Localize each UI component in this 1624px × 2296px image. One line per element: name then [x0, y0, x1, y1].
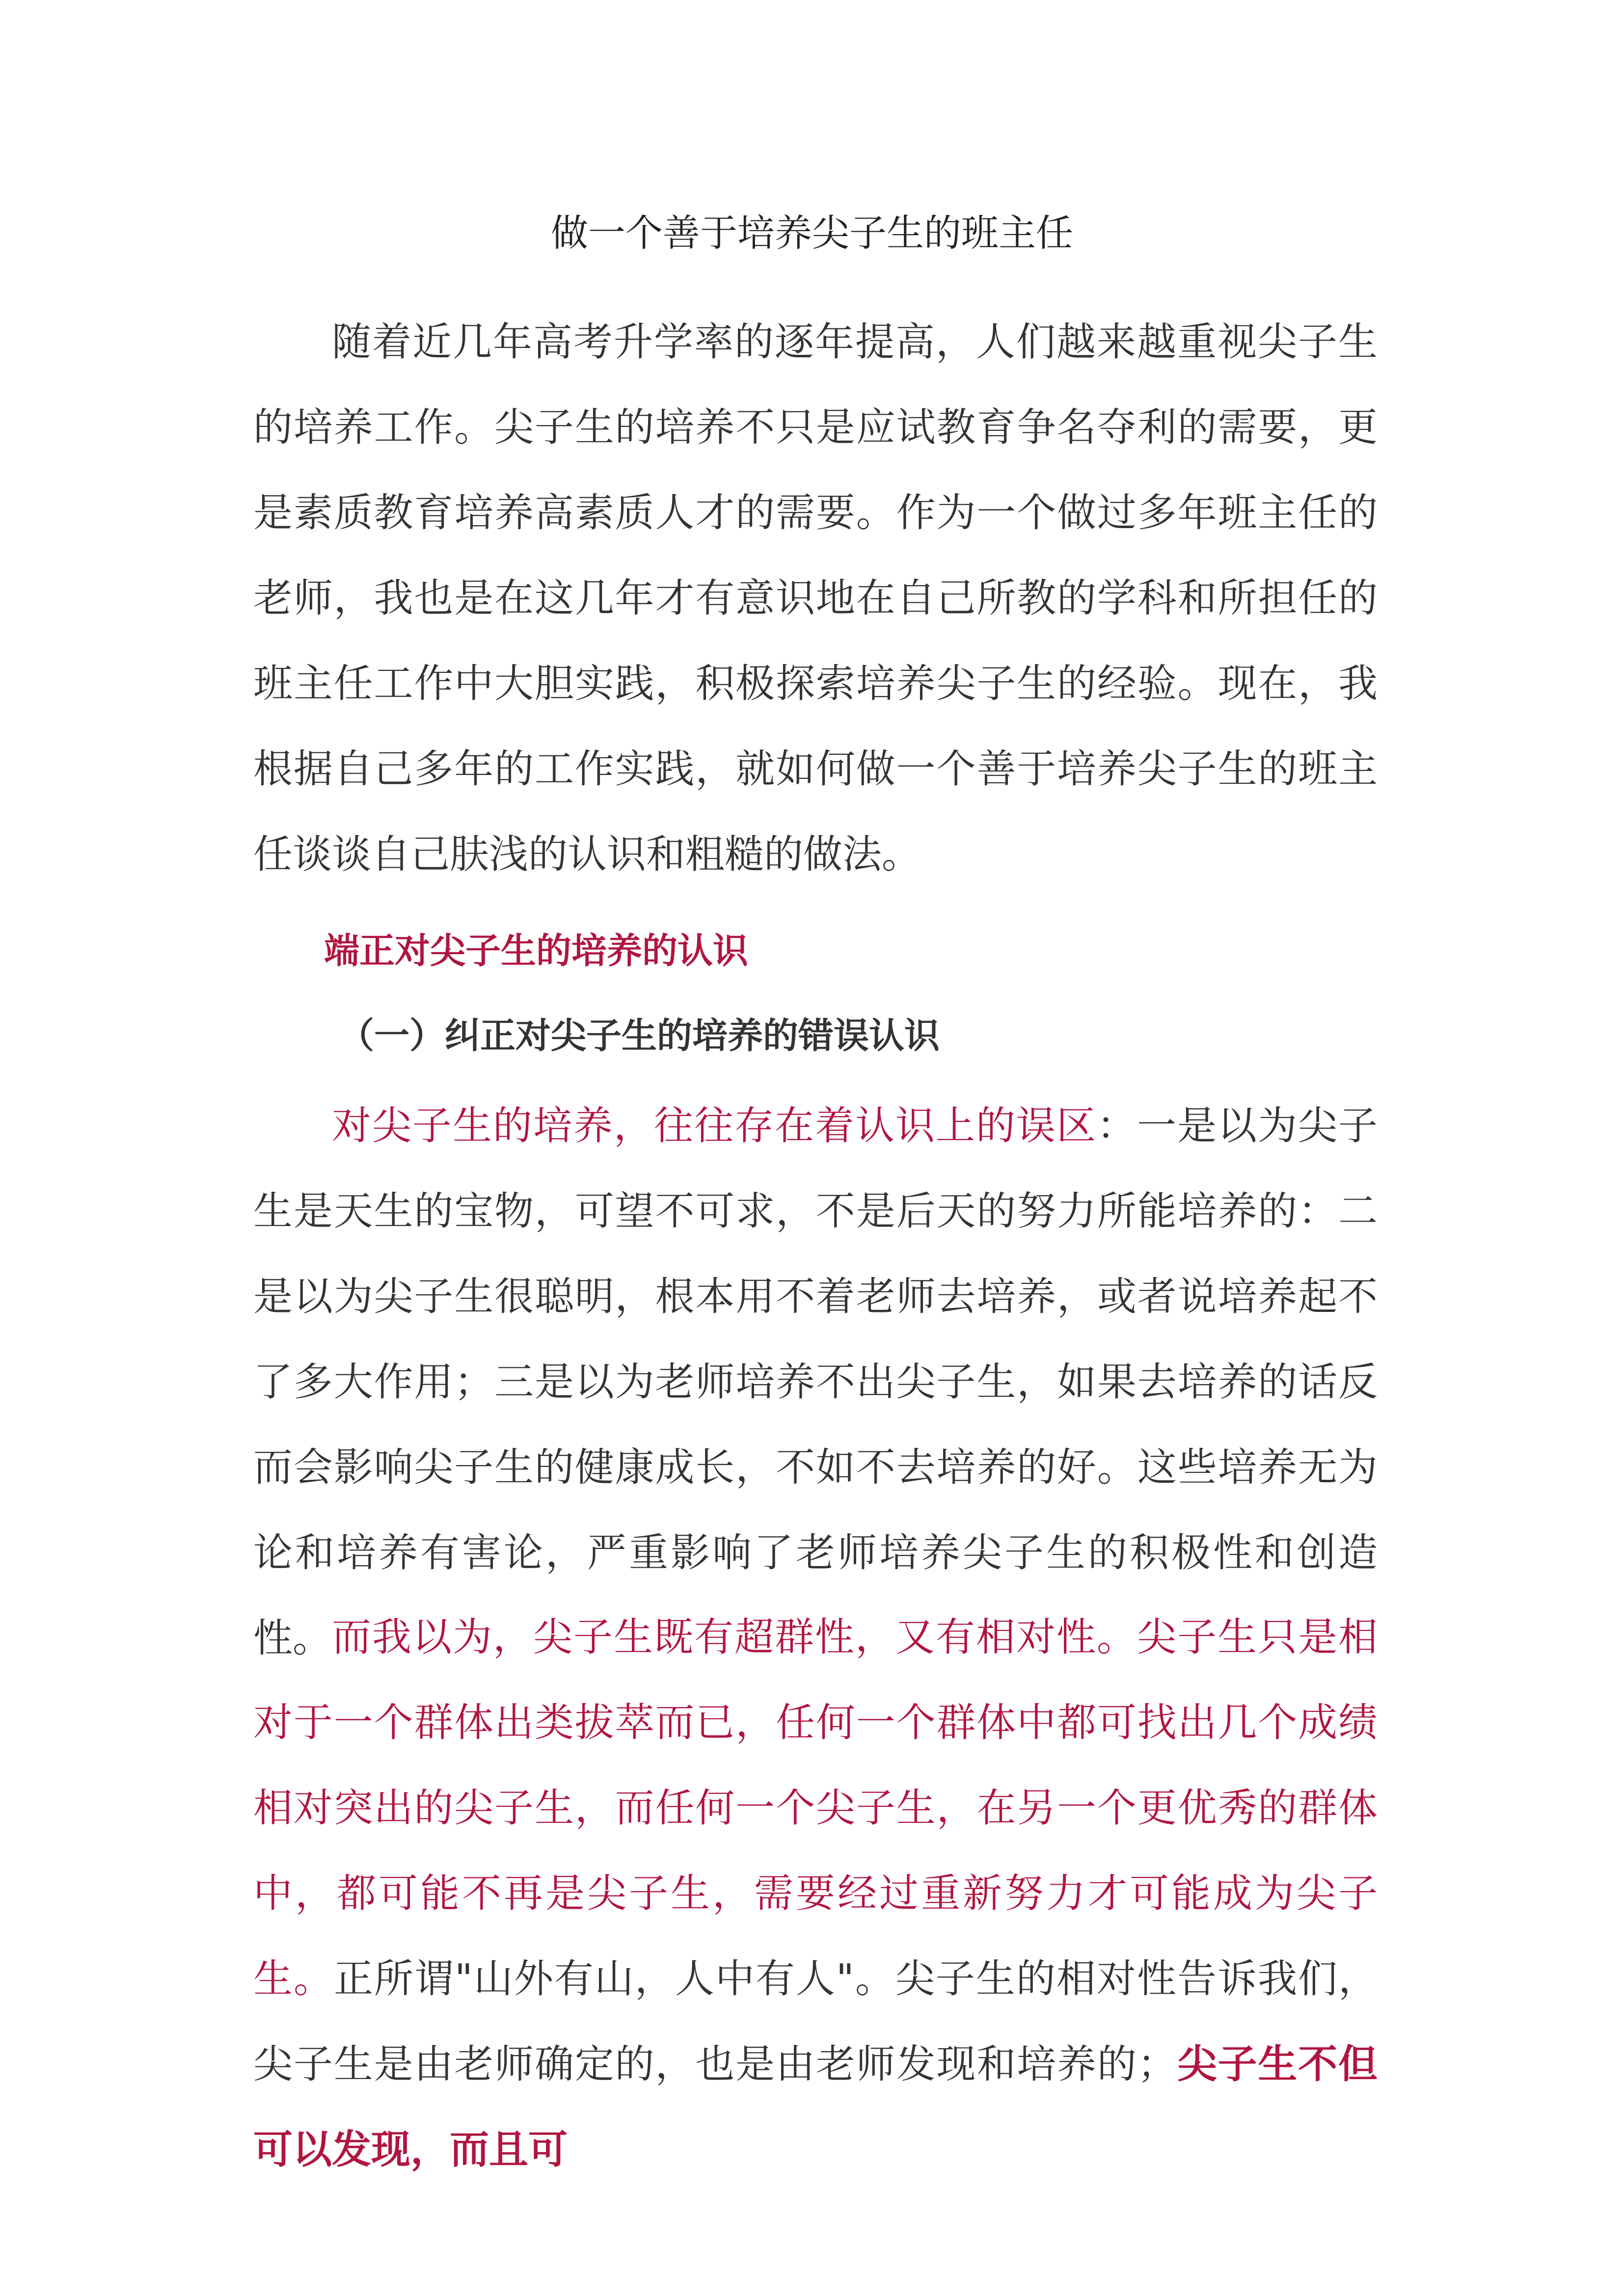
- document-title: 做一个善于培养尖子生的班主任: [551, 211, 1073, 255]
- paragraph-relativity-bold-highlight: 尖子生不但可以发现，而且可: [253, 2041, 1378, 2172]
- intro-paragraph: 随着近几年高考升学率的逐年提高，人们越来越重视尖子生的培养工作。尖子生的培养不只是应试教育争名夺利的需要，更是素质教育培养高素质人才的需要。作为一个做过多年班主任的老师，我也是在这几年才有意识地在自己所教的学科和所担任的班主任工作中大胆实践，积极探索培养尖子生的经验。现在，我根据自己多年的工作实践，就如何做一个善于培养尖子生的班主任谈谈自己肤浅的认识和粗糙的做法。: [253, 319, 1378, 877]
- paragraph-relativity-body: 正所谓"山外有山，人中有人"。尖子生的相对性告诉我们，尖子生是由老师确定的，也是由老师发现和培养的；: [253, 1956, 1378, 2087]
- paragraph-misconceptions-highlight: 对尖子生的培养，往往存在着认识上的误区: [332, 1103, 1097, 1148]
- paragraph-misconceptions-body: ：一是以为尖子生是天生的宝物，可望不可求，不是后天的努力所能培养的：二是以为尖子生很聪明，根本用不着老师去培养，或者说培养起不了多大作用；三是以为老师培养不出尖子生，如果去培养的话反而会影响尖子生的健康成长，不如不去培养的好。这些培养无为论和培养有害论，严重影响了老师培养尖子生的积极性和创造性。: [253, 1103, 1378, 1661]
- paragraph-relativity-highlight: 而我以为，尖子生既有超群性，又有相对性。尖子生只是相对于一个群体出类拔萃而已，任何一个群体中都可找出几个成绩相对突出的尖子生，而任何一个尖子生，在另一个更优秀的群体中，都可能不再是尖子生，需要经过重新努力才可能成为尖子生。: [253, 1614, 1378, 2002]
- section-heading: 端正对尖子生的培养的认识: [324, 930, 749, 971]
- subsection-heading: （一）纠正对尖子生的培养的错误认识: [339, 1015, 940, 1056]
- paragraph-misconceptions: [253, 1083, 1378, 1681]
- paragraph-relativity: [253, 1595, 1378, 2192]
